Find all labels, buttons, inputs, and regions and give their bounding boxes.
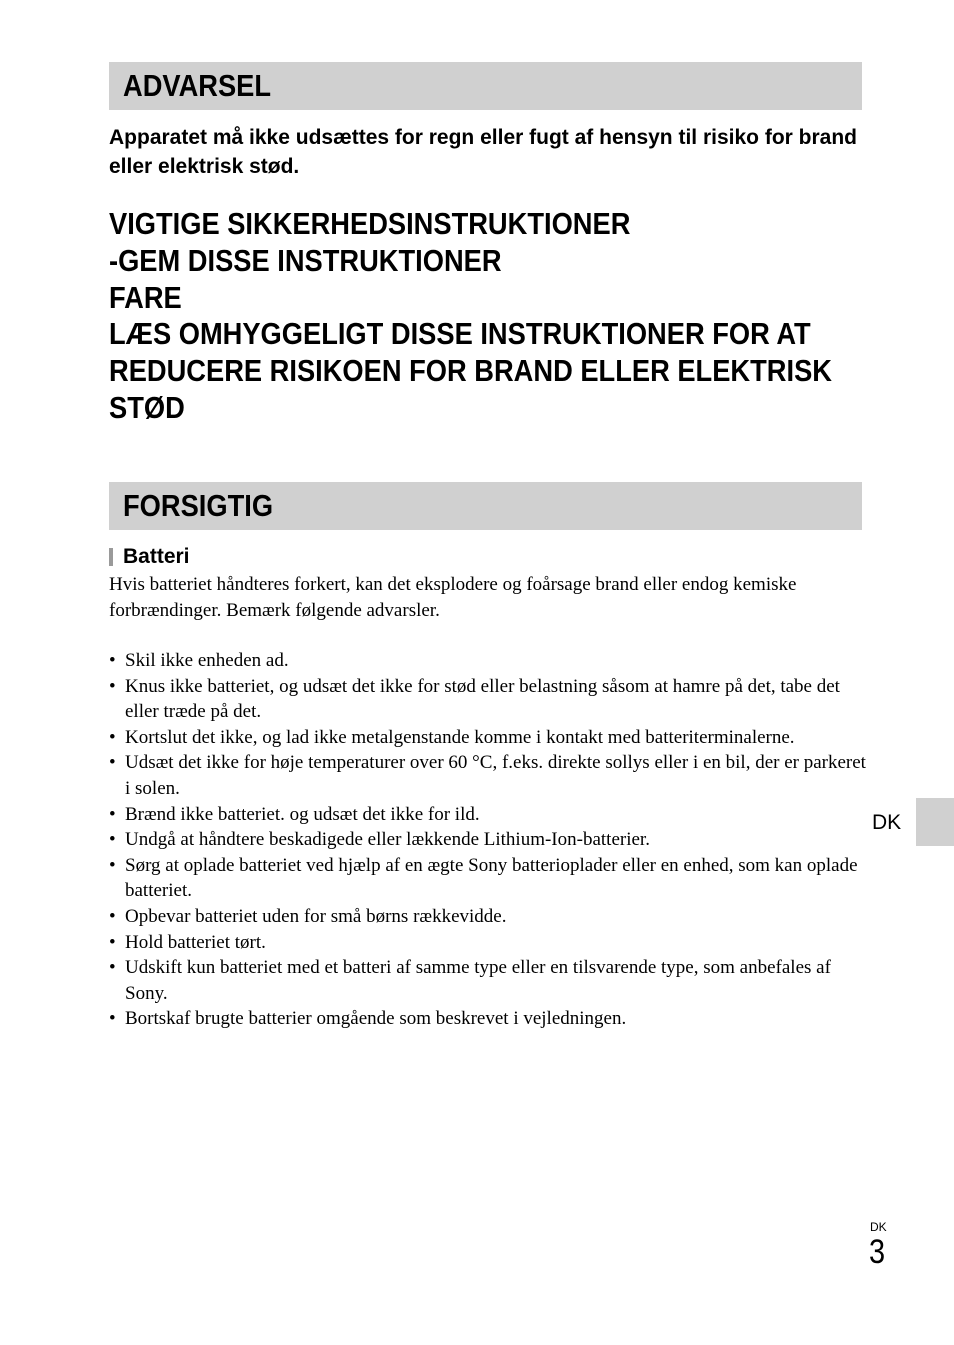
bullet-icon: • xyxy=(109,931,116,953)
advarsel-title: ADVARSEL xyxy=(123,68,272,103)
safety-line: FARE xyxy=(109,279,182,315)
safety-line: VIGTIGE SIKKERHEDSINSTRUKTIONER xyxy=(109,206,631,241)
battery-warnings-list xyxy=(109,648,869,1032)
battery-subheading xyxy=(109,543,190,571)
bullet-icon: • xyxy=(109,1008,116,1030)
bullet-icon: • xyxy=(109,854,116,876)
list-item: • Skil ikke enheden ad. xyxy=(109,648,869,674)
bullet-icon: • xyxy=(109,650,116,671)
safety-instructions xyxy=(109,206,869,427)
safety-line: LÆS OMHYGGELIGT DISSE INSTRUKTIONER FOR AT xyxy=(109,316,811,352)
list-item: • Knus ikke batteriet, og udsæt det ikke for stød eller belastning såsom at hamre på det, tabe det eller træde på det. xyxy=(109,675,840,723)
page-number: 3 xyxy=(869,1233,886,1271)
advarsel-header xyxy=(109,62,862,110)
bullet-icon: • xyxy=(109,726,116,748)
bullet-icon: • xyxy=(109,675,116,697)
list-item: • Bortskaf brugte batterier omgående som beskrevet i vejledningen. xyxy=(109,1006,869,1032)
bullet-icon: • xyxy=(109,905,116,927)
list-item: • Kortslut det ikke, og lad ikke metalgenstande komme i kontakt med batteriterminalerne. xyxy=(109,725,869,751)
list-item: • Opbevar batteriet uden for små børns rækkevidde. xyxy=(109,904,869,930)
forsigtig-header xyxy=(109,482,862,530)
language-tab-label: DK xyxy=(872,811,902,834)
list-item: • Udsæt det ikke for høje temperaturer over 60 °C, f.eks. direkte sollys eller i en bil, der er parkeret i solen. xyxy=(109,752,866,799)
language-side-tab xyxy=(916,798,954,846)
battery-intro-text: Hvis batteriet håndteres forkert, kan det eksplodere og foårsage brand eller endog kemiske forbrændinger. Bemærk følgende advarsler. xyxy=(109,574,797,621)
forsigtig-title: FORSIGTIG xyxy=(123,488,274,523)
bullet-icon: • xyxy=(109,957,116,979)
list-item: • Hold batteriet tørt. xyxy=(109,930,869,956)
bullet-icon: • xyxy=(109,829,116,851)
safety-line: -GEM DISSE INSTRUKTIONER xyxy=(109,242,502,278)
list-item: • Brænd ikke batteriet. og udsæt det ikke for ild. xyxy=(109,802,869,828)
battery-subheading-text: Batteri xyxy=(123,545,190,568)
advarsel-warning-text: Apparatet må ikke udsættes for regn eller fugt af hensyn til risiko for brand eller elektrisk stød. xyxy=(109,126,857,178)
list-item: • Undgå at håndtere beskadigede eller lækkende Lithium-Ion-batterier. xyxy=(109,827,869,853)
list-item: • Udskift kun batteriet med et batteri af samme type eller en tilsvarende type, som anbefales af Sony. xyxy=(109,957,831,1004)
bullet-icon: • xyxy=(109,752,116,774)
bullet-icon: • xyxy=(109,803,116,825)
subheading-marker xyxy=(109,548,113,566)
safety-line: REDUCERE RISIKOEN FOR BRAND ELLER ELEKTRISK xyxy=(109,353,832,389)
list-item: • Sørg at oplade batteriet ved hjælp af en ægte Sony batterioplader eller en enhed, som kan oplade batteriet. xyxy=(109,854,858,902)
page-language-code: DK xyxy=(870,1220,887,1234)
safety-line: STØD xyxy=(109,389,185,425)
